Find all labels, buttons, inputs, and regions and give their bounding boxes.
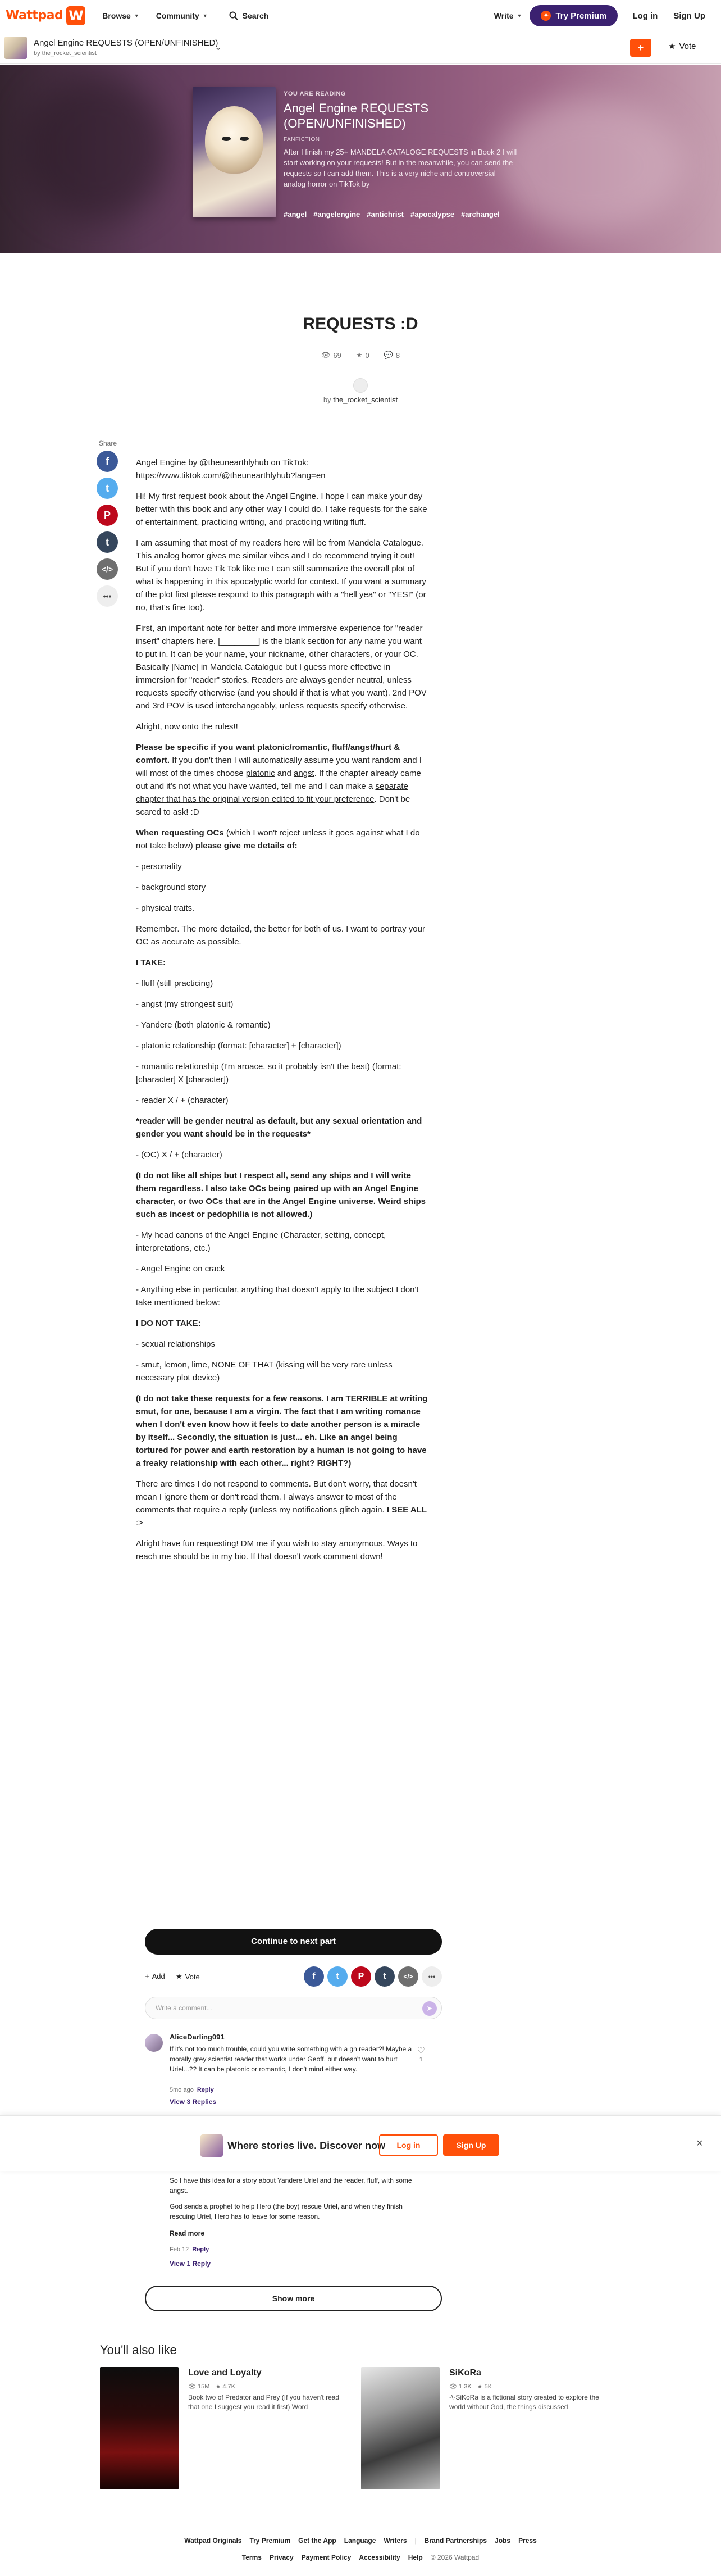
cover-art bbox=[205, 106, 263, 174]
comment bbox=[145, 2175, 442, 2271]
tag[interactable]: #angelengine bbox=[313, 210, 360, 219]
twitter-icon[interactable]: t bbox=[97, 478, 118, 499]
view-replies-link[interactable]: View 3 Replies bbox=[170, 2098, 217, 2106]
reads-count: 1.3K bbox=[459, 2383, 472, 2390]
embed-icon[interactable]: </> bbox=[398, 1966, 418, 1987]
paragraph bbox=[136, 741, 428, 819]
comment bbox=[145, 2033, 442, 2111]
add-label: Add bbox=[152, 1972, 165, 1980]
chevron-down-icon: ▼ bbox=[517, 13, 522, 19]
section-heading bbox=[136, 1317, 428, 1330]
footer-link[interactable]: Brand Partnerships bbox=[424, 2537, 487, 2545]
tag[interactable]: #antichrist bbox=[367, 210, 404, 219]
plus-icon: + bbox=[145, 1972, 149, 1980]
list-item: - (OC) X / + (character) bbox=[136, 1150, 222, 1160]
bold-text: please give me details of: bbox=[195, 841, 298, 851]
comment-time: 5mo ago bbox=[170, 2087, 194, 2093]
comment-text: So I have this idea for a story about Yandere Uriel and the reader, fluff, with some angst. bbox=[170, 2177, 412, 2195]
paragraph bbox=[136, 1115, 428, 1141]
recommended-story[interactable] bbox=[361, 2367, 608, 2491]
browse-label: Browse bbox=[102, 11, 131, 20]
list-item: - reader X / + (character) bbox=[136, 1096, 229, 1105]
more-icon[interactable]: ••• bbox=[97, 585, 118, 607]
comment-placeholder: Write a comment... bbox=[156, 2004, 212, 2012]
comment-meta bbox=[170, 2087, 214, 2093]
story-thumbnail[interactable] bbox=[4, 37, 27, 59]
recommended-stats bbox=[188, 2383, 235, 2390]
tag-list bbox=[284, 210, 500, 219]
votes-count: 4.7K bbox=[222, 2383, 235, 2390]
promo-login-button[interactable]: Log in bbox=[379, 2134, 438, 2156]
votes-count: 0 bbox=[365, 351, 369, 360]
pinterest-icon[interactable]: P bbox=[351, 1966, 371, 1987]
vote-label: Vote bbox=[185, 1972, 200, 1981]
section-heading bbox=[136, 956, 428, 969]
paragraph bbox=[136, 1478, 428, 1529]
author-block bbox=[0, 378, 721, 396]
reply-link[interactable]: Reply bbox=[192, 2246, 209, 2253]
bold-text: (I do not like all ships but I respect all, send any ships and I will write them regardless. I also take OCs being paired up with an Angel Engine character, or two OCs that are in the Angel Engine universe. Weird ships such as incest or pedophilia is not allowed.) bbox=[136, 1171, 426, 1219]
story-category: FANFICTION bbox=[284, 137, 320, 143]
more-icon[interactable]: ••• bbox=[422, 1966, 442, 1987]
story-cover[interactable] bbox=[193, 87, 276, 217]
underline-text: separate chapter that has the original version edited to fit your preference bbox=[136, 782, 408, 804]
list-item: - smut, lemon, lime, NONE OF THAT (kissing will be very rare unless necessary plot device) bbox=[136, 1360, 393, 1383]
community-menu[interactable] bbox=[156, 11, 208, 20]
recommended-description: -\-SiKoRa is a fictional story created to explore the world without God, the things discussed bbox=[449, 2393, 599, 2411]
list-item: - physical traits. bbox=[136, 903, 195, 913]
paragraph bbox=[136, 1392, 428, 1470]
star-icon: ★ bbox=[668, 42, 676, 51]
top-nav bbox=[0, 0, 721, 31]
paragraph bbox=[136, 1169, 428, 1221]
paragraph: Remember. The more detailed, the better for both of us. I want to portray your OC as accurate as possible. bbox=[136, 924, 425, 947]
list-item: - Angel Engine on crack bbox=[136, 1264, 225, 1274]
footer-link[interactable]: Privacy bbox=[269, 2554, 294, 2561]
footer-link[interactable]: Payment Policy bbox=[301, 2554, 352, 2561]
story-cover[interactable] bbox=[100, 2367, 179, 2489]
paragraph: First, an important note for better and more immersive experience for "reader insert" chapters here. [________] is the blank section for any name you want to put in. It can be your name, your nickname, other characters, or your OC. Basically [Name] in Mandela Catalogue but I guess more effective in immersion for "reader" stories. Readers are always gender neutral, unless requests specify otherwise (and you should if that is what you want). 2nd POV and 3rd POV is used interchangeably, unless requests specify otherwise. bbox=[136, 624, 427, 711]
bold-text: I TAKE: bbox=[136, 958, 166, 967]
like-button[interactable] bbox=[417, 2045, 425, 2063]
pinterest-icon[interactable]: P bbox=[97, 505, 118, 526]
list-item: - background story bbox=[136, 883, 206, 892]
add-button[interactable] bbox=[145, 1972, 165, 1980]
vote-label: Vote bbox=[679, 41, 696, 51]
comment-meta bbox=[170, 2246, 209, 2253]
part-stats bbox=[0, 351, 721, 360]
promo-text: Where stories live. Discover now bbox=[227, 2140, 386, 2151]
comment-text: If it's not too much trouble, could you write something with a gn reader?! Maybe a morally grey scientist reader that works under Geoff, but doesn't want to hurt Uriel...?? It can be platonic or romantic, I don't mind either way. bbox=[170, 2045, 412, 2073]
paragraph: I am assuming that most of my readers here will be from Mandela Catalogue. This analog horror gives me similar vibes and I do recommend trying it out! But if you don't have Tik Tok like me I can still summarize the overall plot of what is happening in this apocalyptic world for context. If you want a summary of the plot first please respond to this paragraph with a "hell yea" or "YES!" (or no, that's fine too). bbox=[136, 538, 426, 612]
logo-w-icon: W bbox=[66, 6, 85, 25]
underline-text: platonic bbox=[245, 769, 275, 778]
bold-text: (I do not take these requests for a few reasons. I am TERRIBLE at writing smut, for one, because I am a virgin. The fact that I am writing romance when I don't even know how it feels to date another person is a miracle by itself... Secondly, the situation is just... eh. Like an angel being tortured for power and earth restoration by a human is not going to have a freaky relationship with each other... right? RIGHT?) bbox=[136, 1394, 428, 1468]
list-item: - platonic relationship (format: [character] + [character]) bbox=[136, 1041, 341, 1051]
footer-link[interactable]: Language bbox=[344, 2537, 376, 2545]
tag[interactable]: #angel bbox=[284, 210, 307, 219]
list-item: - angst (my strongest suit) bbox=[136, 999, 234, 1009]
text: There are times I do not respond to comments. But don't worry, that doesn't mean I ignore them or don't read them. I always answer to most of the comments that require a reply (unless my notifications glitch again. bbox=[136, 1479, 417, 1515]
send-icon[interactable]: ➤ bbox=[422, 2001, 437, 2016]
list-item: - Anything else in particular, anything that doesn't apply to the subject I don't take mentioned below: bbox=[136, 1285, 419, 1307]
avatar[interactable] bbox=[353, 378, 368, 393]
promo-banner bbox=[0, 2115, 721, 2171]
cover-art bbox=[240, 137, 249, 141]
write-label: Write bbox=[494, 11, 514, 20]
read-more-link[interactable]: Read more bbox=[170, 2229, 205, 2237]
part-actions bbox=[145, 1966, 442, 1987]
story-body bbox=[136, 456, 428, 1571]
vote-button[interactable] bbox=[176, 1972, 200, 1981]
hero-story-title[interactable]: Angel Engine REQUESTS (OPEN/UNFINISHED) bbox=[284, 101, 429, 130]
vote-button[interactable] bbox=[668, 41, 696, 51]
recommended-title[interactable]: SiKoRa bbox=[449, 2368, 481, 2378]
nav-right bbox=[494, 0, 721, 31]
embed-icon[interactable]: </> bbox=[97, 558, 118, 580]
search-bar[interactable] bbox=[229, 11, 269, 20]
text: If you don't then I will automatically assume you want random and I will most of the times choose bbox=[136, 756, 422, 778]
share-column bbox=[97, 439, 119, 612]
footer-link[interactable]: Help bbox=[408, 2554, 423, 2561]
search-icon bbox=[229, 11, 238, 20]
try-premium-button[interactable] bbox=[530, 5, 618, 26]
footer-link[interactable]: Terms bbox=[241, 2554, 262, 2561]
footer-link[interactable]: Try Premium bbox=[249, 2537, 291, 2545]
story-description: After I finish my 25+ MANDELA CATALOGE REQUESTS in Book 2 I will start working on your requests! But in the meanwhile, you can send the requests so I can add them. This is a very niche and controversial analog horror on TikTok by bbox=[284, 148, 517, 188]
chevron-down-icon: ▼ bbox=[134, 12, 139, 19]
text: . If the chapter already came out and it's not what you have wanted, tell me and I can make a bbox=[136, 769, 421, 791]
promo-signup-button[interactable]: Sign Up bbox=[443, 2134, 499, 2156]
heart-icon: ♡ bbox=[417, 2046, 425, 2056]
votes-stat: ★ 4.7K bbox=[215, 2383, 235, 2390]
share-label: Share bbox=[98, 439, 117, 447]
premium-label: Try Premium bbox=[555, 11, 607, 21]
votes-stat: ★ 5K bbox=[477, 2383, 492, 2390]
footer-legal bbox=[0, 2554, 721, 2561]
recommended-description: Book two of Predator and Prey (If you haven't read that one I suggest you read it first) Word bbox=[188, 2393, 340, 2411]
comments-count: 8 bbox=[395, 351, 400, 360]
eye-icon: 👁 bbox=[321, 351, 331, 359]
comment-icon: 💬 bbox=[384, 351, 393, 359]
bold-text: *reader will be gender neutral as default, but any sexual orientation and gender you want should be in the requests* bbox=[136, 1116, 422, 1139]
list-item: - My head canons of the Angel Engine (Character, setting, concept, interpretations, etc.) bbox=[136, 1230, 386, 1253]
paragraph: Angel Engine by @theunearthlyhub on TikTok: https://www.tiktok.com/@theunearthlyhub?lang=en bbox=[136, 458, 326, 480]
write-menu[interactable] bbox=[494, 11, 522, 20]
reading-label: YOU ARE READING bbox=[284, 90, 346, 97]
text: . Don't be scared to ask! :D bbox=[136, 794, 410, 817]
recommended-stats bbox=[449, 2383, 492, 2390]
twitter-icon[interactable]: t bbox=[327, 1966, 348, 1987]
premium-icon: ✦ bbox=[541, 11, 551, 21]
bold-text: I DO NOT TAKE: bbox=[136, 1319, 201, 1328]
add-to-library-button[interactable]: + bbox=[630, 39, 651, 57]
close-icon[interactable]: × bbox=[696, 2137, 703, 2150]
underline-text: angst bbox=[294, 769, 314, 778]
votes-stat bbox=[356, 351, 369, 360]
tag[interactable]: #archangel bbox=[461, 210, 500, 219]
chevron-down-icon: ▼ bbox=[202, 12, 208, 19]
text: (which I won't reject unless it goes against what I do not take below) bbox=[136, 828, 420, 851]
footer-link[interactable]: Press bbox=[518, 2537, 537, 2545]
like-count: 1 bbox=[419, 2056, 423, 2063]
facebook-icon[interactable]: f bbox=[304, 1966, 324, 1987]
story-bar bbox=[0, 31, 721, 64]
app-icon bbox=[200, 2134, 223, 2157]
story-header bbox=[0, 65, 721, 253]
bold-text: I SEE ALL bbox=[386, 1505, 427, 1515]
list-item: - personality bbox=[136, 862, 182, 871]
paragraph: Alright have fun requesting! DM me if you wish to stay anonymous. Ways to reach me should be in my bio. If that doesn't work comment down! bbox=[136, 1539, 418, 1561]
text: :> bbox=[136, 1518, 143, 1528]
search-label: Search bbox=[242, 11, 269, 20]
background-blur bbox=[494, 98, 685, 233]
footer-link[interactable]: Jobs bbox=[495, 2537, 511, 2545]
star-icon: ★ bbox=[355, 351, 363, 359]
reads-count: 15M bbox=[198, 2383, 210, 2390]
browse-menu[interactable] bbox=[102, 11, 139, 20]
list-item: - sexual relationships bbox=[136, 1339, 215, 1349]
reads-stat bbox=[321, 351, 341, 360]
text: and bbox=[275, 769, 294, 778]
reads-stat: 👁 1.3K bbox=[449, 2383, 472, 2390]
bold-text: Please be specific if you want platonic/romantic, fluff/angst/hurt & comfort. bbox=[136, 743, 400, 765]
recommended-story[interactable] bbox=[100, 2367, 347, 2491]
by-label: by bbox=[323, 396, 331, 404]
continue-next-part-button[interactable]: Continue to next part bbox=[145, 1929, 442, 1955]
footer-link[interactable]: Accessibility bbox=[359, 2554, 400, 2561]
reads-count: 69 bbox=[333, 351, 341, 360]
comment-input[interactable] bbox=[145, 1997, 442, 2019]
view-replies-link[interactable]: View 1 Reply bbox=[170, 2260, 211, 2268]
footer-links bbox=[0, 2537, 721, 2545]
footer-link[interactable]: Writers bbox=[384, 2537, 407, 2545]
avatar[interactable] bbox=[145, 2034, 163, 2052]
divider: | bbox=[414, 2537, 417, 2545]
list-item: - fluff (still practicing) bbox=[136, 979, 213, 988]
also-like-heading: You'll also like bbox=[100, 2343, 177, 2357]
tumblr-icon[interactable]: t bbox=[97, 531, 118, 553]
background-blur bbox=[22, 76, 168, 222]
copyright: © 2026 Wattpad bbox=[430, 2554, 480, 2561]
bold-text: When requesting OCs bbox=[136, 828, 224, 838]
star-icon: ★ bbox=[176, 1972, 182, 1980]
comments-stat bbox=[384, 351, 400, 360]
signup-link[interactable]: Sign Up bbox=[673, 11, 705, 21]
chevron-down-icon[interactable]: ⌄ bbox=[215, 43, 222, 52]
login-link[interactable]: Log in bbox=[632, 11, 658, 21]
reads-stat: 👁 15M bbox=[188, 2383, 210, 2390]
story-author[interactable]: by the_rocket_scientist bbox=[34, 50, 97, 57]
tumblr-icon[interactable]: t bbox=[375, 1966, 395, 1987]
reply-link[interactable]: Reply bbox=[197, 2087, 214, 2093]
tag[interactable]: #apocalypse bbox=[410, 210, 455, 219]
paragraph: Hi! My first request book about the Angel Engine. I hope I can make your day better with this book and any other way I could do. I take requests for the sake of entertainment, practicing writing, and practicing writing fluff. bbox=[136, 492, 427, 527]
story-cover[interactable] bbox=[361, 2367, 440, 2489]
footer-link[interactable]: Get the App bbox=[298, 2537, 336, 2545]
votes-count: 5K bbox=[484, 2383, 492, 2390]
cover-art bbox=[222, 137, 231, 141]
comment-text: God sends a prophet to help Hero (the boy) rescue Uriel, and when they finish rescuing Uriel, Hero has to leave for some reason. bbox=[170, 2202, 403, 2220]
story-title[interactable]: Angel Engine REQUESTS (OPEN/UNFINISHED) bbox=[34, 38, 218, 48]
author-line bbox=[0, 396, 721, 404]
list-item: - Yandere (both platonic & romantic) bbox=[136, 1020, 271, 1030]
facebook-icon[interactable]: f bbox=[97, 451, 118, 472]
footer-link[interactable]: Wattpad Originals bbox=[184, 2537, 242, 2545]
part-title: REQUESTS :D bbox=[303, 315, 418, 333]
show-more-button[interactable]: Show more bbox=[145, 2286, 442, 2311]
recommended-title[interactable]: Love and Loyalty bbox=[188, 2368, 262, 2378]
paragraph: Alright, now onto the rules!! bbox=[136, 722, 238, 732]
author-link[interactable]: the_rocket_scientist bbox=[333, 396, 398, 404]
list-item: - romantic relationship (I'm aroace, so it probably isn't the best) (format: [character] X [character]) bbox=[136, 1062, 401, 1084]
wattpad-logo[interactable] bbox=[6, 6, 85, 25]
logo-text: Wattpad bbox=[6, 8, 63, 22]
community-label: Community bbox=[156, 11, 199, 20]
comment-author[interactable]: AliceDarling091 bbox=[170, 2033, 225, 2041]
comment-time: Feb 12 bbox=[170, 2246, 189, 2253]
paragraph bbox=[136, 826, 428, 852]
